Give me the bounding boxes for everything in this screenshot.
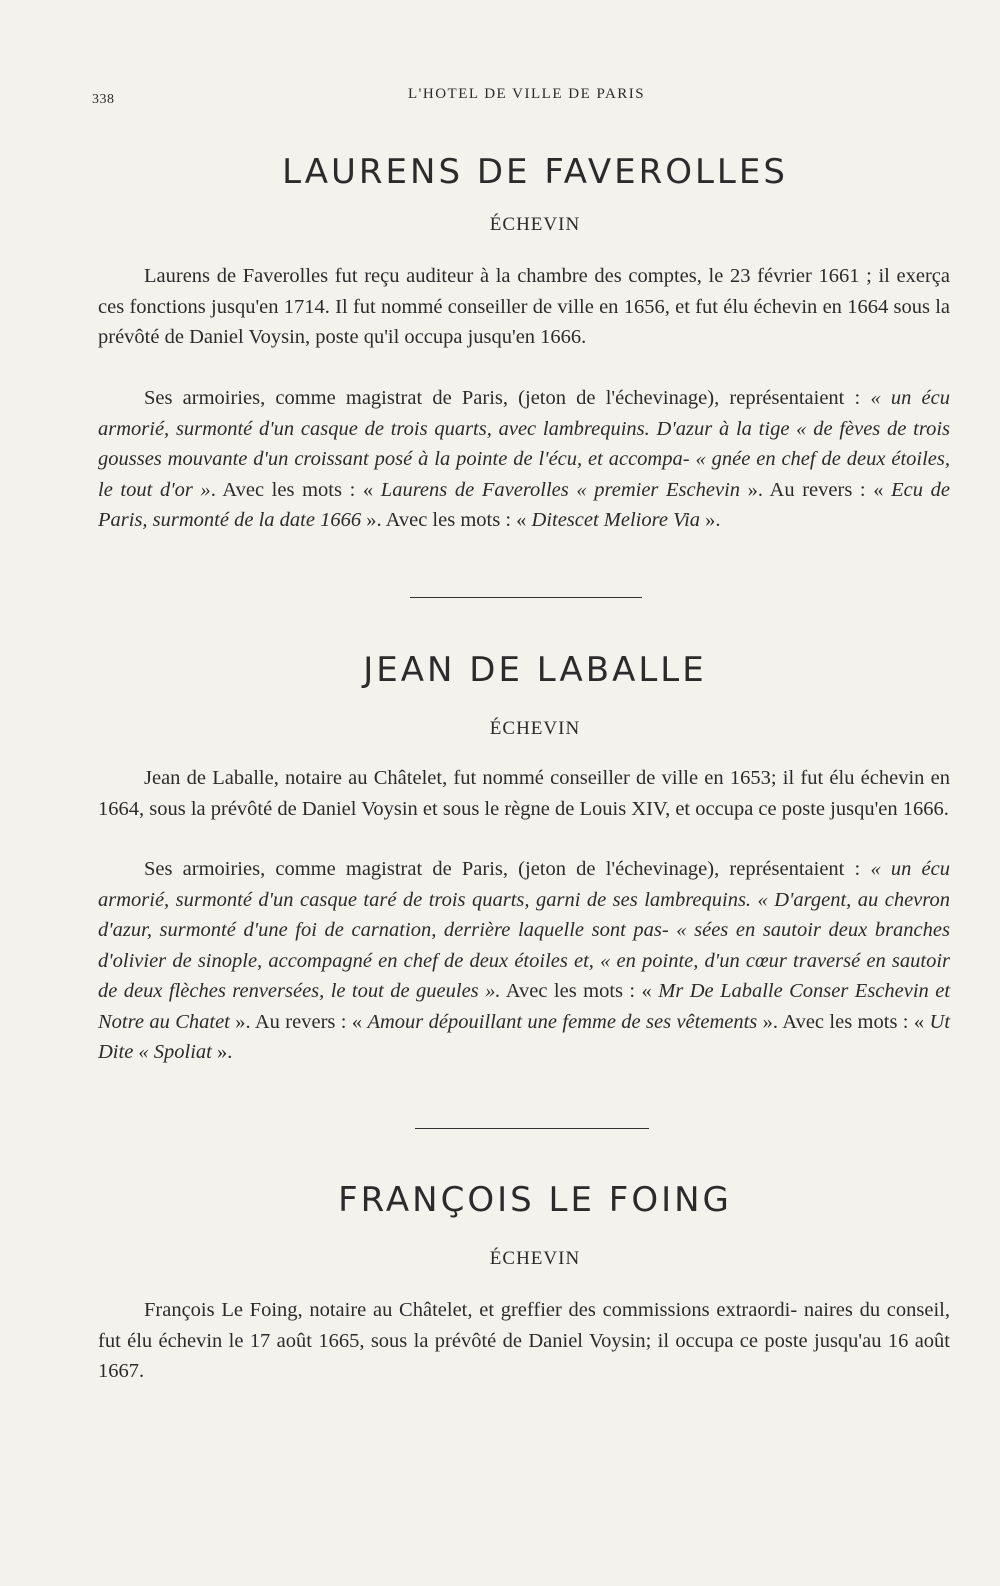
entry-paragraph-faverolles-arms — [98, 383, 950, 536]
running-head — [92, 86, 960, 110]
entry-paragraph-faverolles-bio — [98, 261, 950, 353]
section-divider — [415, 1128, 649, 1129]
page-number: 338 — [92, 92, 115, 107]
entry-title-laballe: JEAN DE LABALLE — [363, 650, 707, 690]
entry-paragraph-le-foing-bio — [98, 1295, 950, 1387]
arms-description: « un écu armorié, surmonté d'un casque de trois quarts, avec lambrequins. D'azur à la tige « de fèves de trois gousses mouvante d'un croissant posé à la pointe de l'écu, et accompa- « gnée en chef de deux étoiles, le tout d'or » — [98, 387, 950, 501]
arms-text: ». — [217, 1041, 233, 1063]
arms-motto: Mr De Laballe Conser Eschevin et Notre au Chatet — [98, 980, 951, 1033]
running-title: L'HOTEL DE VILLE DE PARIS — [408, 86, 646, 102]
entry-paragraph-laballe-bio — [98, 763, 950, 824]
arms-intro: Ses armoiries, comme magistrat de Paris, (jeton de l'échevinage), représentaient : — [144, 858, 861, 880]
arms-text: ». Au revers : « — [747, 478, 884, 501]
arms-text: ». Avec les mots : « — [366, 509, 527, 531]
arms-text: ». Au revers : « — [235, 1010, 363, 1033]
arms-reverse-motto: Ditescet Meliore Via — [531, 509, 701, 531]
paragraph-text: François Le Foing, notaire au Châtelet, et greffier des commissions extraordi- naires du conseil, fut élu échevin le 17 août 1665, sous la prévôté de Daniel Voysin; il occupa ce poste jusqu'au 16 août 1667. — [98, 1299, 950, 1382]
arms-reverse: Amour dépouillant une femme de ses vêtements — [367, 1010, 758, 1033]
paragraph-text: Jean de Laballe, notaire au Châtelet, fut nommé conseiller de ville en 1653; il fut élu échevin en 1664, sous la prévôté de Daniel Voysin et sous le règne de Louis XIV, et occupa ce poste jusqu'en 1666. — [98, 767, 950, 820]
arms-text: . Avec les mots : « — [210, 478, 374, 501]
entry-title-faverolles: LAURENS DE FAVEROLLES — [282, 152, 788, 192]
entry-role-laballe: ÉCHEVIN — [489, 718, 581, 739]
arms-description: « un écu armorié, surmonté d'un casque taré de trois quarts, garni de ses lambrequins. « D'argent, au chevron d'azur, surmonté d'une foi de carnation, derrière laquelle sont pas- « sées en sautoir deux branches d'olivier de sinople, accompagné en chef de deux étoiles et, « en pointe, d'un cœur traversé en sautoir de deux flèches renversées, le tout de gueules ». — [98, 858, 950, 1002]
arms-motto: Laurens de Faverolles « premier Eschevin — [380, 478, 741, 501]
section-divider — [410, 597, 642, 598]
arms-text: Avec les mots : « — [505, 980, 652, 1002]
entry-role-faverolles: ÉCHEVIN — [489, 214, 581, 235]
arms-text: ». — [705, 509, 721, 531]
entry-title-le-foing: FRANÇOIS LE FOING — [338, 1180, 732, 1220]
arms-reverse: Ecu de Paris, surmonté de la date 1666 — [98, 478, 951, 531]
arms-text: ». Avec les mots : « — [762, 1010, 925, 1033]
arms-reverse-motto: Ut Dite « Spoliat — [98, 1010, 951, 1063]
arms-intro: Ses armoiries, comme magistrat de Paris, (jeton de l'échevinage), représentaient : — [144, 387, 861, 409]
entry-role-le-foing: ÉCHEVIN — [489, 1248, 581, 1269]
paragraph-text: Laurens de Faverolles fut reçu auditeur à la chambre des comptes, le 23 février 1661 ; il exerça ces fonctions jusqu'en 1714. Il fut nommé conseiller de ville en 1656, et fut élu échevin en 1664 sous la prévôté de Daniel Voysin, poste qu'il occupa jusqu'en 1666. — [98, 265, 950, 348]
entry-paragraph-laballe-arms — [98, 854, 950, 1068]
